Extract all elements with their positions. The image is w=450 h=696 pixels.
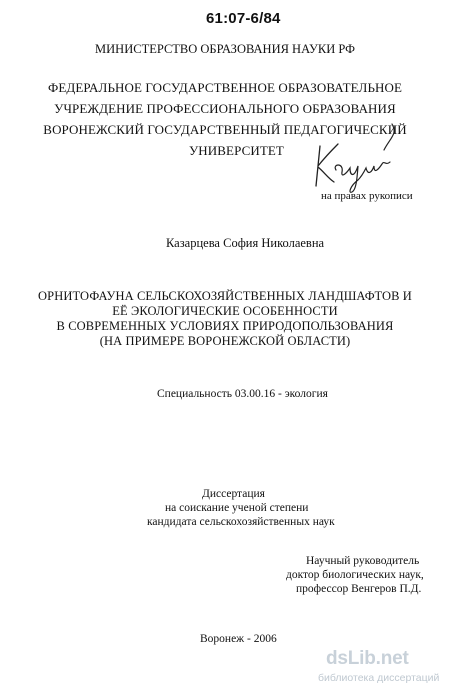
dslib-watermark <box>318 646 446 690</box>
supervisor-line-3: профессор Венгеров П.Д. <box>296 583 422 595</box>
supervisor-line-1: Научный руководитель <box>306 555 420 567</box>
manuscript-rights-note: на правах рукописи <box>321 190 413 202</box>
thesis-title-line-1: ОРНИТОФАУНА СЕЛЬСКОХОЗЯЙСТВЕННЫХ ЛАНДШАФТОВ И <box>38 289 412 303</box>
thesis-title-line-3: В СОВРЕМЕННЫХ УСЛОВИЯХ ПРИРОДОПОЛЬЗОВАНИЯ <box>56 319 394 333</box>
watermark-subtitle: библиотека диссертаций <box>318 672 440 684</box>
thesis-title-line-2: ЕЁ ЭКОЛОГИЧЕСКИЕ ОСОБЕННОСТИ <box>112 304 338 318</box>
dissertation-line-1: Диссертация <box>202 488 265 500</box>
author-name: Казарцева София Николаевна <box>166 236 325 250</box>
city-year: Воронеж - 2006 <box>200 633 277 645</box>
dissertation-line-3: кандидата сельскохозяйственных наук <box>147 516 335 528</box>
organization-line-1: ФЕДЕРАЛЬНОЕ ГОСУДАРСТВЕННОЕ ОБРАЗОВАТЕЛЬНОЕ <box>47 80 403 95</box>
ministry-heading: МИНИСТЕРСТВО ОБРАЗОВАНИЯ НАУКИ РФ <box>95 42 355 56</box>
organization-line-2: УЧРЕЖДЕНИЕ ПРОФЕССИОНАЛЬНОГО ОБРАЗОВАНИЯ <box>54 101 396 116</box>
dissertation-line-2: на соискание ученой степени <box>165 502 309 514</box>
watermark-logo: dsLib.net <box>326 648 409 669</box>
archive-code: 61:07-6/84 <box>206 10 281 27</box>
organization-line-3: ВОРОНЕЖСКИЙ ГОСУДАРСТВЕННЫЙ ПЕДАГОГИЧЕСКИЙ <box>43 122 407 137</box>
thesis-title-line-4: (НА ПРИМЕРЕ ВОРОНЕЖСКОЙ ОБЛАСТИ) <box>99 334 351 348</box>
specialty-line: Специальность 03.00.16 - экология <box>157 388 328 400</box>
supervisor-line-2: доктор биологических наук, <box>286 569 424 581</box>
handwritten-signature <box>306 120 402 198</box>
organization-line-4: УНИВЕРСИТЕТ <box>189 143 284 158</box>
